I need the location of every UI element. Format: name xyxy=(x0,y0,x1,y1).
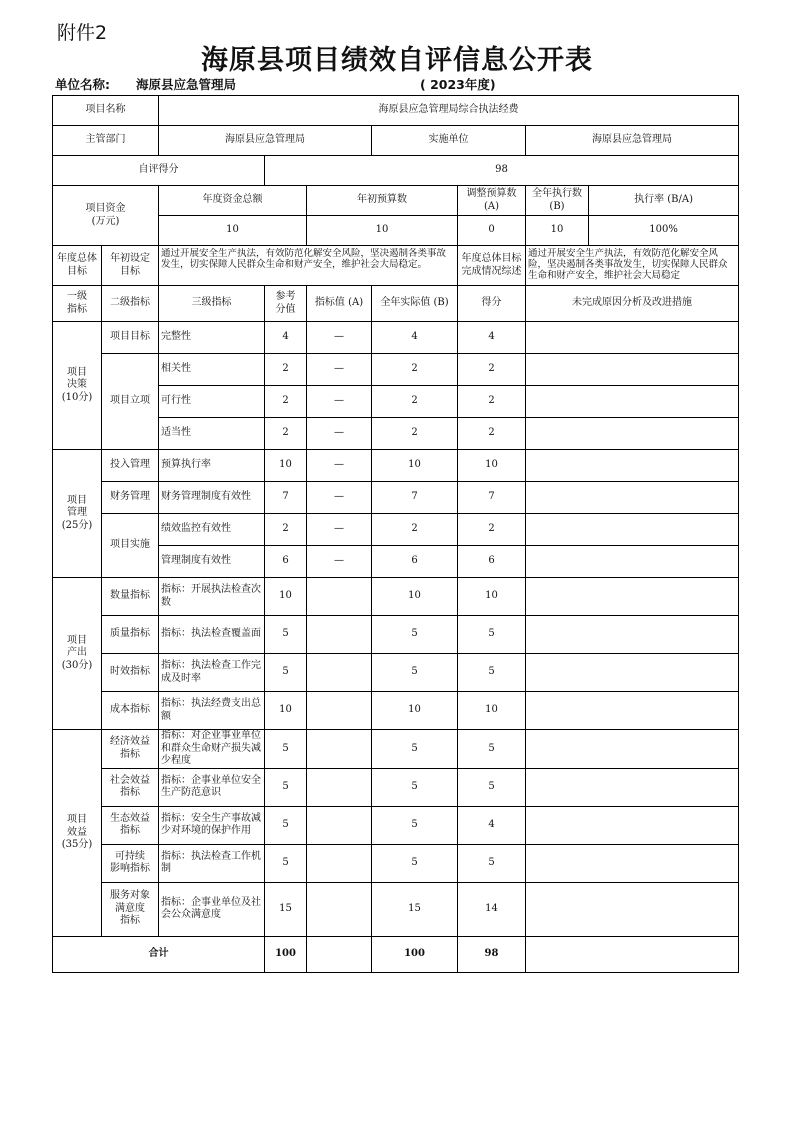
level3-indicator: 指标：执法检查工作完成及时率 xyxy=(159,654,265,692)
reason-cell xyxy=(526,768,739,806)
target-value: — xyxy=(307,322,372,354)
table-row xyxy=(53,654,739,692)
level2-indicator: 社会效益 指标 xyxy=(102,768,159,806)
reason-cell xyxy=(526,546,739,578)
set-goal-text: 通过开展安全生产执法，有效防范化解安全风险，坚决遏制各类事故发生，切实保障人民群众生命和财产安全，维护社会大局稳定。 xyxy=(161,247,447,270)
actual-value: 5 xyxy=(372,730,458,769)
header-score: 得分 xyxy=(458,286,526,322)
adjusted-budget-label: 调整预算数 (A) xyxy=(458,186,526,216)
header-level1: 一级 指标 xyxy=(53,286,102,322)
table-row xyxy=(53,450,739,482)
target-value: — xyxy=(307,450,372,482)
header-level3: 三级指标 xyxy=(159,286,265,322)
score-value: 2 xyxy=(458,514,526,546)
target-value: — xyxy=(307,354,372,386)
total-ref: 100 xyxy=(265,936,307,972)
project-name-label: 项目名称 xyxy=(53,96,159,126)
level2-indicator: 项目目标 xyxy=(102,322,159,354)
adjusted-budget-value: 0 xyxy=(458,216,526,246)
level2-indicator: 服务对象 满意度 指标 xyxy=(102,882,159,936)
level2-indicator: 可持续 影响指标 xyxy=(102,844,159,882)
score-value: 10 xyxy=(458,578,526,616)
level3-indicator: 指标：企事业单位安全生产防范意识 xyxy=(159,768,265,806)
reason-cell xyxy=(526,654,739,692)
level3-indicator: 完整性 xyxy=(159,322,265,354)
level3-indicator: 指标：安全生产事故减少对环境的保护作用 xyxy=(159,806,265,844)
initial-budget-value: 10 xyxy=(307,216,458,246)
actual-value: 2 xyxy=(372,418,458,450)
annual-goal-label: 年度总体 目标 xyxy=(53,246,102,286)
unit-name: 海原县应急管理局 xyxy=(136,77,237,92)
reason-cell xyxy=(526,882,739,936)
level1-indicator: 项目 产出 (30分) xyxy=(53,578,102,730)
header-level2: 二级指标 xyxy=(102,286,159,322)
project-name-value: 海原县应急管理局综合执法经费 xyxy=(159,96,739,126)
unit-line xyxy=(55,75,236,93)
score-value: 4 xyxy=(458,806,526,844)
ref-score: 5 xyxy=(265,768,307,806)
actual-value: 10 xyxy=(372,450,458,482)
score-value: 10 xyxy=(458,450,526,482)
level3-indicator: 指标：执法检查工作机制 xyxy=(159,844,265,882)
actual-value: 4 xyxy=(372,322,458,354)
level2-indicator: 成本指标 xyxy=(102,692,159,730)
attachment-label: 附件2 xyxy=(57,22,108,44)
table-row xyxy=(53,806,739,844)
level3-indicator: 管理制度有效性 xyxy=(159,546,265,578)
score-value: 2 xyxy=(458,354,526,386)
reason-cell xyxy=(526,354,739,386)
actual-value: 10 xyxy=(372,578,458,616)
target-value xyxy=(307,882,372,936)
reason-cell xyxy=(526,806,739,844)
score-label: 自评得分 xyxy=(53,156,265,186)
reason-cell xyxy=(526,386,739,418)
target-value xyxy=(307,654,372,692)
reason-cell xyxy=(526,844,739,882)
target-value xyxy=(307,578,372,616)
level2-indicator: 经济效益 指标 xyxy=(102,730,159,769)
level3-indicator: 财务管理制度有效性 xyxy=(159,482,265,514)
level3-indicator: 指标：执法检查覆盖面 xyxy=(159,616,265,654)
actual-value: 5 xyxy=(372,844,458,882)
ref-score: 6 xyxy=(265,546,307,578)
total-score: 98 xyxy=(458,936,526,972)
actual-value: 6 xyxy=(372,546,458,578)
completion-label: 年度总体目标 完成情况综述 xyxy=(458,246,526,286)
actual-value: 5 xyxy=(372,616,458,654)
target-value: — xyxy=(307,482,372,514)
level3-indicator: 相关性 xyxy=(159,354,265,386)
total-reason xyxy=(526,936,739,972)
ref-score: 15 xyxy=(265,882,307,936)
total-target xyxy=(307,936,372,972)
level3-indicator: 指标：执法经费支出总额 xyxy=(159,692,265,730)
completion-text: 通过开展安全生产执法，有效防范化解安全风险，坚决遏制各类事故发生，切实保障人民群众生命和财产安全，维护社会大局稳定 xyxy=(528,247,728,282)
table-row xyxy=(53,882,739,936)
level3-indicator: 预算执行率 xyxy=(159,450,265,482)
evaluation-table xyxy=(52,95,739,973)
table-row xyxy=(53,322,739,354)
reason-cell xyxy=(526,692,739,730)
header-ref-score: 参考 分值 xyxy=(265,286,307,322)
actual-value: 7 xyxy=(372,482,458,514)
score-value: 5 xyxy=(458,844,526,882)
header-actual: 全年实际值 (B) xyxy=(372,286,458,322)
target-value xyxy=(307,730,372,769)
reason-cell xyxy=(526,578,739,616)
ref-score: 2 xyxy=(265,418,307,450)
total-funds-label: 年度资金总额 xyxy=(159,186,307,216)
dept-label: 主管部门 xyxy=(53,126,159,156)
ref-score: 2 xyxy=(265,354,307,386)
target-value xyxy=(307,844,372,882)
initial-budget-label: 年初预算数 xyxy=(307,186,458,216)
score-value: 2 xyxy=(458,418,526,450)
header-target: 指标值 (A) xyxy=(307,286,372,322)
reason-cell xyxy=(526,514,739,546)
funds-label: 项目资金 (万元) xyxy=(53,186,159,246)
ref-score: 5 xyxy=(265,654,307,692)
actual-value: 10 xyxy=(372,692,458,730)
score-value: 2 xyxy=(458,386,526,418)
table-row xyxy=(53,354,739,386)
target-value xyxy=(307,692,372,730)
level2-indicator: 项目实施 xyxy=(102,514,159,578)
page-title: 海原县项目绩效自评信息公开表 xyxy=(201,45,593,76)
actual-value: 5 xyxy=(372,806,458,844)
target-value xyxy=(307,768,372,806)
level2-indicator: 投入管理 xyxy=(102,450,159,482)
executed-value: 10 xyxy=(526,216,589,246)
ref-score: 5 xyxy=(265,844,307,882)
reason-cell xyxy=(526,482,739,514)
target-value: — xyxy=(307,514,372,546)
reason-cell xyxy=(526,322,739,354)
level3-indicator: 指标：企事业单位及社会公众满意度 xyxy=(159,882,265,936)
level2-indicator: 财务管理 xyxy=(102,482,159,514)
score-value: 6 xyxy=(458,546,526,578)
score-value: 4 xyxy=(458,322,526,354)
level3-indicator: 绩效监控有效性 xyxy=(159,514,265,546)
target-value: — xyxy=(307,386,372,418)
ref-score: 7 xyxy=(265,482,307,514)
table-row xyxy=(53,616,739,654)
actual-value: 15 xyxy=(372,882,458,936)
actual-value: 5 xyxy=(372,654,458,692)
target-value xyxy=(307,806,372,844)
total-funds-value: 10 xyxy=(159,216,307,246)
score-value: 5 xyxy=(458,654,526,692)
ref-score: 4 xyxy=(265,322,307,354)
target-value: — xyxy=(307,418,372,450)
target-value: — xyxy=(307,546,372,578)
level3-indicator: 适当性 xyxy=(159,418,265,450)
table-row xyxy=(53,768,739,806)
ref-score: 5 xyxy=(265,806,307,844)
level2-indicator: 生态效益 指标 xyxy=(102,806,159,844)
score-value: 5 xyxy=(458,768,526,806)
level2-indicator: 数量指标 xyxy=(102,578,159,616)
impl-label: 实施单位 xyxy=(372,126,526,156)
level3-indicator: 指标：对企业事业单位和群众生命财产损失减少程度 xyxy=(159,730,265,769)
level1-indicator: 项目 管理 (25分) xyxy=(53,450,102,578)
reason-cell xyxy=(526,730,739,769)
exec-rate-value: 100% xyxy=(589,216,739,246)
table-row xyxy=(53,692,739,730)
level3-indicator: 指标：开展执法检查次数 xyxy=(159,578,265,616)
actual-value: 2 xyxy=(372,386,458,418)
actual-value: 2 xyxy=(372,354,458,386)
unit-label: 单位名称: xyxy=(55,77,110,92)
table-row xyxy=(53,730,739,769)
ref-score: 5 xyxy=(265,616,307,654)
total-row xyxy=(53,936,739,972)
level2-indicator: 项目立项 xyxy=(102,354,159,450)
report-year: ( 2023年度) xyxy=(420,77,496,92)
ref-score: 10 xyxy=(265,450,307,482)
level1-indicator: 项目 效益 (35分) xyxy=(53,730,102,937)
reason-cell xyxy=(526,418,739,450)
target-value xyxy=(307,616,372,654)
level1-indicator: 项目 决策 (10分) xyxy=(53,322,102,450)
ref-score: 5 xyxy=(265,730,307,769)
total-label: 合计 xyxy=(53,936,265,972)
score-value: 5 xyxy=(458,730,526,769)
table-row xyxy=(53,578,739,616)
exec-rate-label: 执行率 (B/A) xyxy=(589,186,739,216)
reason-cell xyxy=(526,616,739,654)
table-row xyxy=(53,514,739,546)
ref-score: 2 xyxy=(265,386,307,418)
score-value: 5 xyxy=(458,616,526,654)
ref-score: 2 xyxy=(265,514,307,546)
level2-indicator: 质量指标 xyxy=(102,616,159,654)
table-row xyxy=(53,844,739,882)
impl-value: 海原县应急管理局 xyxy=(526,126,739,156)
score-value: 10 xyxy=(458,692,526,730)
ref-score: 10 xyxy=(265,578,307,616)
score-value: 7 xyxy=(458,482,526,514)
actual-value: 2 xyxy=(372,514,458,546)
header-reason: 未完成原因分析及改进措施 xyxy=(526,286,739,322)
score-value: 14 xyxy=(458,882,526,936)
set-goal-label: 年初设定 目标 xyxy=(102,246,159,286)
executed-label: 全年执行数 (B) xyxy=(526,186,589,216)
reason-cell xyxy=(526,450,739,482)
score-value: 98 xyxy=(265,156,739,186)
level3-indicator: 可行性 xyxy=(159,386,265,418)
table-row xyxy=(53,482,739,514)
level2-indicator: 时效指标 xyxy=(102,654,159,692)
total-actual: 100 xyxy=(372,936,458,972)
ref-score: 10 xyxy=(265,692,307,730)
dept-value: 海原县应急管理局 xyxy=(159,126,372,156)
actual-value: 5 xyxy=(372,768,458,806)
